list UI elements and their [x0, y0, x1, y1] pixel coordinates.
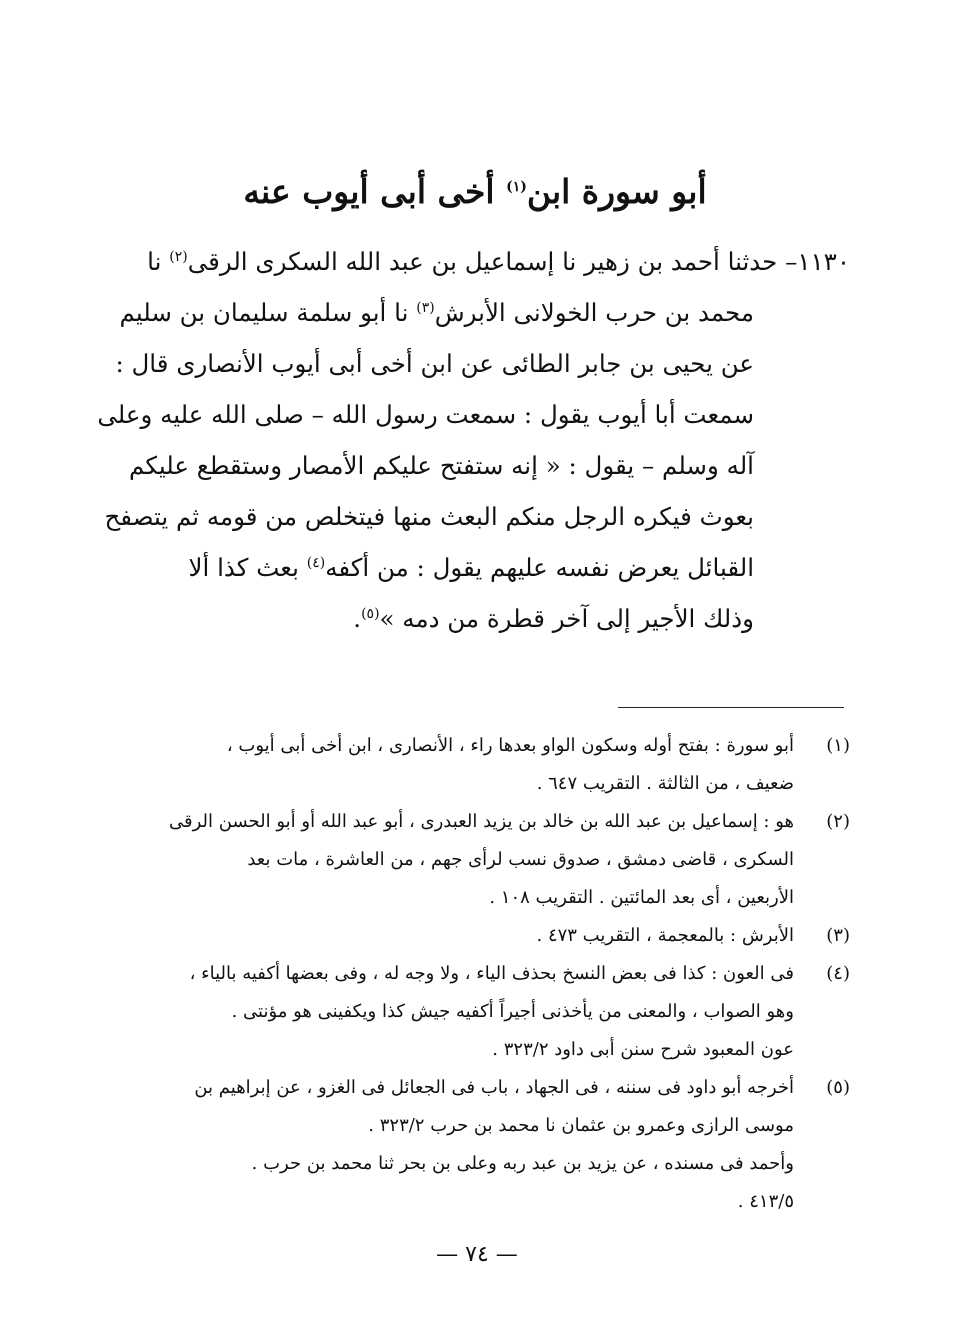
footnote-separator: [618, 707, 844, 708]
hadith-line-tail: بعث كذا ألا: [188, 553, 307, 582]
footnote-item: [140, 727, 850, 803]
footnote-marker: (٥): [826, 1077, 850, 1098]
footnote-body: [140, 1069, 794, 1221]
footnote-item: [140, 1069, 850, 1221]
hadith-line-tail: نا أبو سلمة سليمان بن سليم: [119, 298, 417, 327]
footnote-line: موسى الرازى وعمرو بن عثمان نا محمد بن حرب ٣٢٣/٢ .: [368, 1115, 794, 1136]
footnote-line: ٤١٣/٥ .: [737, 1191, 794, 1212]
footnote-body: [140, 955, 794, 1069]
footnote-line: أخرجه أبو داود فى سننه ، فى الجهاد ، باب فى الجعائل فى الغزو ، عن إبراهيم بن: [194, 1077, 794, 1098]
heading-text-start: أبو سورة ابن: [526, 172, 707, 211]
footnote-item: [140, 917, 850, 955]
footnote-ref: (٢): [169, 248, 188, 265]
hadith-line: [119, 287, 850, 338]
footnote-body: [140, 803, 794, 917]
footnote-line: ضعيف ، من الثالثة . التقريب ٦٤٧ .: [536, 773, 794, 794]
hadith-line-text: بعوث فيكره الرجل منكم البعث منها فيتخلص من قومه ثم يتصفح: [104, 502, 754, 531]
hadith-number: ١١٣٠–: [777, 247, 850, 276]
hadith-line: [104, 491, 850, 542]
hadith-paragraph: [97, 236, 850, 644]
hadith-line-text: عن يحيى بن جابر الطائى عن ابن أخى أبى أيوب الأنصارى قال :: [115, 349, 754, 378]
hadith-line: [115, 338, 850, 389]
footnotes-section: [140, 727, 850, 1221]
footnote-marker: (٢): [826, 811, 850, 832]
heading-text-end: أخى أبى أيوب عنه: [243, 172, 507, 211]
footnote-marker: (٤): [826, 963, 850, 984]
hadith-line-text: القبائل يعرض نفسه عليهم يقول : من أكفه: [325, 553, 754, 582]
footnote-line: الأربعين ، أى بعد المائتين . التقريب ١٠٨ .: [489, 887, 794, 908]
heading-footnote-ref: (١): [506, 179, 527, 195]
hadith-line-text: وذلك الأجير إلى آخر قطرة من دمه »: [379, 604, 754, 633]
footnote-body: [140, 727, 794, 803]
footnote-line: وهو الصواب ، والمعنى من يأخذنى أجيراً أكفيه جيش كذا ويكفينى هو مؤنتى .: [231, 1001, 794, 1022]
footnote-marker: (١): [826, 735, 850, 756]
footnote-body: [140, 917, 794, 955]
hadith-line: [140, 542, 850, 593]
page-number: — ٧٤ —: [436, 1242, 518, 1267]
hadith-line-text: حدثنا أحمد بن زهير نا إسماعيل بن عبد الله السكرى الرقى: [187, 247, 778, 276]
footnote-item: [140, 803, 850, 917]
hadith-line-text: سمعت أبا أيوب يقول : سمعت رسول الله – صلى الله عليه وعلى: [97, 400, 754, 429]
footnote-ref: (٥): [361, 605, 380, 622]
hadith-line: [129, 440, 850, 491]
chapter-heading: [120, 168, 830, 216]
footnote-line: السكرى ، قاضى دمشق ، صدوق نسب لرأى جهم ، من العاشرة ، مات بعد: [247, 849, 794, 870]
hadith-line: [140, 236, 850, 287]
footnote-item: [140, 955, 850, 1069]
hadith-line-text: محمد بن حرب الخولانى الأبرش: [434, 298, 754, 327]
footnote-ref: (٣): [416, 299, 435, 316]
footnote-line: الأبرش : بالمعجمة ، التقريب ٤٧٣ .: [536, 925, 794, 946]
footnote-line: عون المعبود شرح سنن أبى داود ٣٢٣/٢ .: [492, 1039, 794, 1060]
footnote-line: فى العون : كذا فى بعض النسخ بحذف الياء ، ولا وجه له ، وفى بعضها أكفيه بالياء ،: [189, 963, 794, 984]
footnote-marker: (٣): [826, 925, 850, 946]
footnote-line: وأحمد فى مسنده ، عن يزيد بن عبد ربه وعلى بن بحر ثنا محمد بن حرب .: [251, 1153, 794, 1174]
footnote-line: هو : إسماعيل بن عبد الله بن خالد بن يزيد العبدرى ، أبو عبد الله أو أبو الحسن الرقى: [169, 811, 794, 832]
hadith-line-tail: .: [353, 604, 362, 633]
hadith-line-tail: نا: [147, 247, 170, 276]
footnote-ref: (٤): [306, 554, 326, 571]
hadith-line: [140, 593, 850, 644]
hadith-line: [97, 389, 850, 440]
footnote-line: أبو سورة : بفتح أوله وسكون الواو بعدها راء ، الأنصارى ، ابن أخى أبى أيوب ،: [226, 735, 794, 756]
hadith-line-text: آله وسلم – يقول : « إنه ستفتح عليكم الأمصار وستقطع عليكم: [129, 451, 754, 480]
